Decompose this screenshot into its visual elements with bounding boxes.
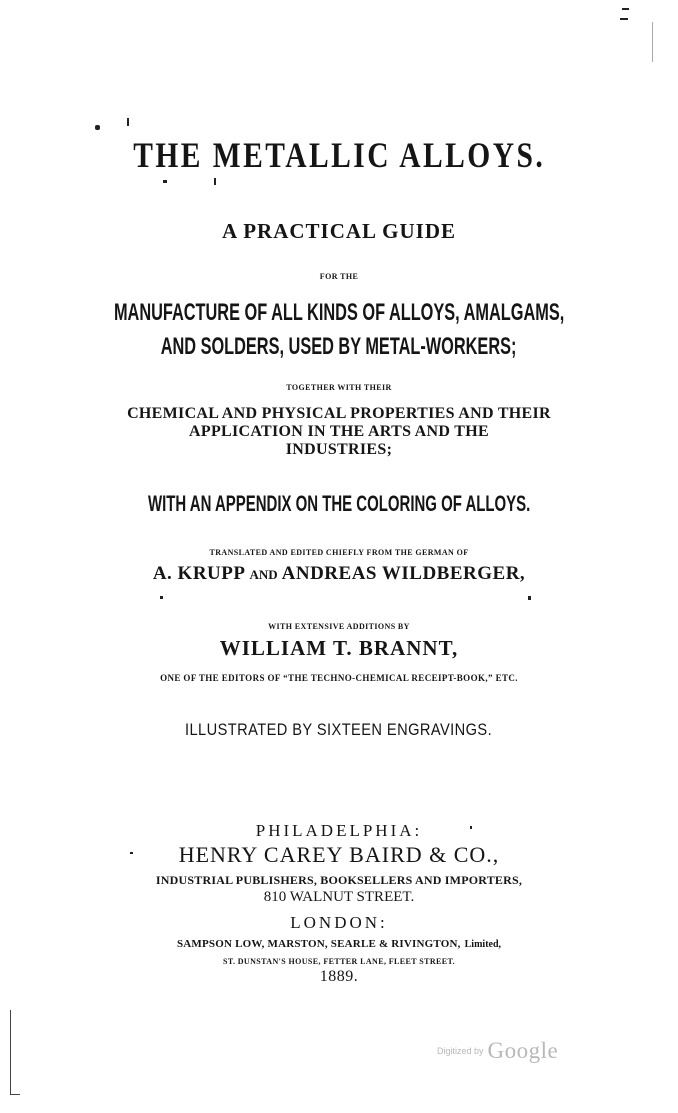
google-watermark: $^{Digitized by}$ Google: [437, 1038, 559, 1063]
properties-line-2: APPLICATION IN THE ARTS AND THE: [189, 423, 489, 440]
scan-speck: [620, 18, 628, 20]
imprint-city-london: LONDON:: [290, 913, 388, 932]
appendix-line: WITH AN APPENDIX ON THE COLORING OF ALLOYS.: [147, 491, 531, 516]
illustrated-line: ILLUSTRATED BY SIXTEEN ENGRAVINGS.: [185, 720, 493, 739]
scan-edge-line: [10, 1094, 20, 1095]
translated-note: TRANSLATED AND EDITED CHIEFLY FROM THE GERMAN OF: [209, 548, 469, 557]
imprint-address-dunstan: ST. DUNSTAN'S HOUSE, FETTER LANE, FLEET STREET.: [222, 957, 456, 966]
scan-speck: [163, 180, 167, 183]
editor-credit: ONE OF THE EDITORS OF “THE TECHNO-CHEMICAL RECEIPT-BOOK,” ETC.: [160, 673, 518, 683]
imprint-publisher-baird-desc: INDUSTRIAL PUBLISHERS, BOOKSELLERS AND IMPORTERS,: [155, 873, 523, 887]
book-title: THE METALLIC ALLOYS.: [132, 135, 545, 175]
manufacture-line-1: MANUFACTURE OF ALL KINDS OF ALLOYS, AMALGAMS,: [113, 299, 565, 326]
editor-name: WILLIAM T. BRANNT,: [219, 636, 459, 660]
scan-speck: [470, 826, 472, 829]
scan-edge-line: [10, 1010, 11, 1095]
imprint-publisher-sampson: SAMPSON LOW, MARSTON, SEARLE & RIVINGTON, Limited,: [176, 938, 502, 950]
authors-line: A. KRUPP AND ANDREAS WILDBERGER,: [152, 563, 526, 584]
manufacture-line-2: AND SOLDERS, USED BY METAL-WORKERS;: [161, 333, 517, 360]
additions-note: WITH EXTENSIVE ADDITIONS BY: [268, 622, 410, 631]
scan-speck: [95, 125, 100, 130]
book-subtitle: A PRACTICAL GUIDE: [221, 219, 457, 243]
for-the-note: FOR THE: [319, 272, 359, 281]
together-with-note: TOGETHER WITH THEIR: [286, 383, 392, 392]
scan-speck: [214, 178, 216, 185]
scan-speck: [127, 118, 129, 126]
properties-line-1: CHEMICAL AND PHYSICAL PROPERTIES AND THEIR: [127, 405, 551, 422]
imprint-address-walnut: 810 WALNUT STREET.: [263, 889, 415, 905]
scan-speck: [528, 596, 531, 600]
scan-speck: [160, 596, 163, 599]
imprint-publisher-baird: HENRY CAREY BAIRD & CO.,: [178, 842, 500, 867]
scan-edge-line: [652, 22, 653, 62]
imprint-city-philadelphia: PHILADELPHIA:: [255, 821, 423, 840]
imprint-year: 1889.: [319, 968, 359, 985]
scan-speck: [622, 8, 629, 10]
properties-line-3: INDUSTRIES;: [285, 441, 393, 458]
scan-speck: [130, 852, 133, 854]
